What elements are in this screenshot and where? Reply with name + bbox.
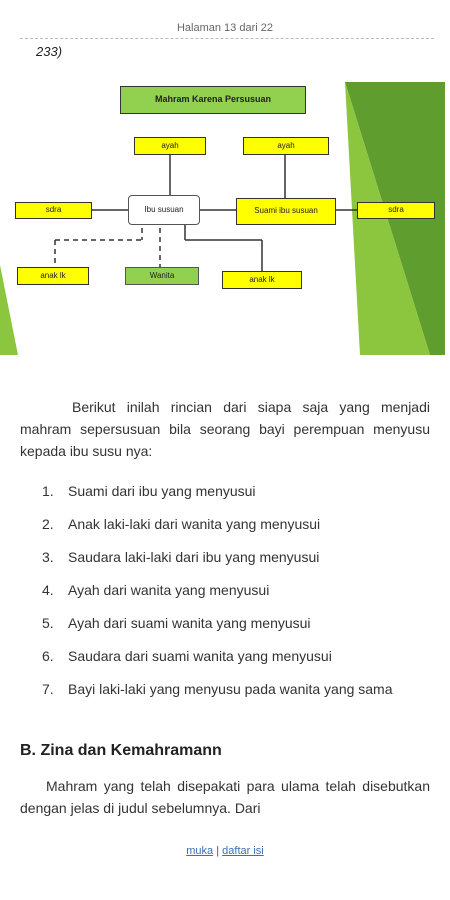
intro-text: Berikut inilah rincian dari siapa saja yang menjadi mahram sepersusuan bila seorang bayi perempuan menyusu kepada ibu susu nya: xyxy=(20,399,430,459)
header-divider xyxy=(20,38,434,39)
list-item: 5. Ayah dari suami wanita yang menyusui xyxy=(42,615,311,631)
diagram-title: Mahram Karena Persusuan xyxy=(120,86,306,114)
mahram-diagram xyxy=(0,80,450,360)
section-heading: B. Zina dan Kemahramann xyxy=(20,742,222,759)
node-sdra-right: sdra xyxy=(357,202,435,219)
node-wanita: Wanita xyxy=(125,267,199,285)
list-item: 4. Ayah dari wanita yang menyusui xyxy=(42,582,270,598)
list-item: 3. Saudara laki-laki dari ibu yang menyusui xyxy=(42,549,320,565)
node-sdra-left: sdra xyxy=(15,202,92,219)
node-anak-lk-right: anak lk xyxy=(222,271,302,289)
node-anak-lk-left: anak lk xyxy=(17,267,89,285)
mahram-list xyxy=(42,480,434,711)
node-suami-ibu-susuan: Suami ibu susuan xyxy=(236,198,336,225)
node-ayah-right: ayah xyxy=(243,137,329,155)
node-ayah-left: ayah xyxy=(134,137,206,155)
intro-paragraph xyxy=(20,396,430,462)
footer-separator: | xyxy=(216,845,220,857)
continuation-text: 233) xyxy=(36,44,63,59)
footer-nav xyxy=(0,845,450,857)
list-item: 6. Saudara dari suami wanita yang menyusui xyxy=(42,648,332,664)
body-paragraph xyxy=(20,775,430,819)
body-paragraph-text: Mahram yang telah disepakati para ulama telah disebutkan dengan jelas di judul sebelumnya. Dari xyxy=(20,778,430,816)
list-item: 2. Anak laki-laki dari wanita yang menyusui xyxy=(42,516,321,532)
diagram-background xyxy=(0,80,450,360)
green-shape-left xyxy=(0,265,18,355)
muka-link[interactable]: muka xyxy=(186,845,214,857)
list-item: 7. Bayi laki-laki yang menyusu pada wanita yang sama xyxy=(42,681,393,697)
list-item: 1. Suami dari ibu yang menyusui xyxy=(42,483,256,499)
page-indicator: Halaman 13 dari 22 xyxy=(176,22,273,34)
diagram-dashed-connectors xyxy=(55,228,160,268)
daftar-isi-link[interactable]: daftar isi xyxy=(222,845,264,857)
node-ibu-susuan: Ibu susuan xyxy=(128,195,200,225)
